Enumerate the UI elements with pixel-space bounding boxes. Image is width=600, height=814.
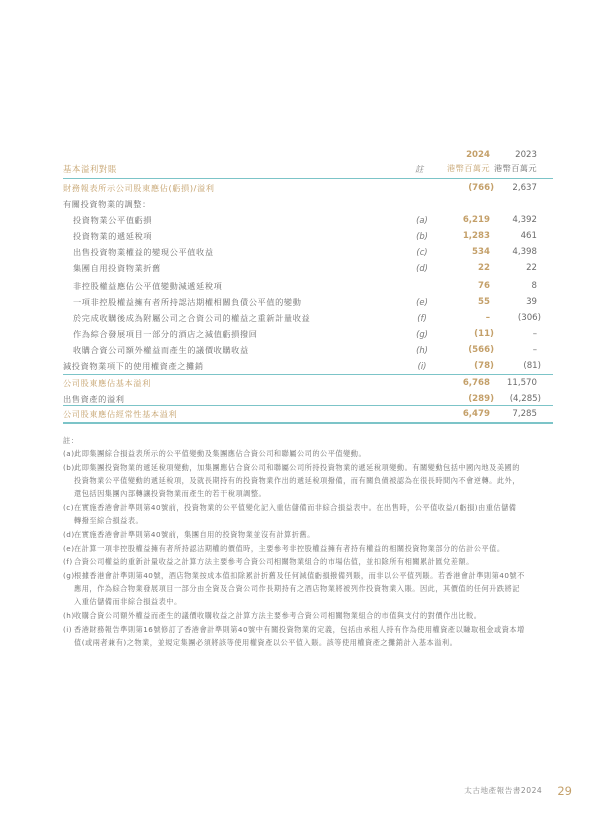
value-2023: 8 <box>531 281 537 291</box>
value-2023: 11,570 <box>506 378 537 388</box>
footnote-text: 投資物業公平值變動的遞延稅項，及就長期持有的投資物業作出的遞延稅項撥備，而有關負債被認為在很長時間內不會逆轉。此外， <box>74 476 520 486</box>
value-2023: – <box>532 329 537 339</box>
footnote-text: 合資公司權益的重新計量收益之計算方法主要參考合資公司相關物業組合的市場估值，並扣除所有相關累計匯兌差額。 <box>74 557 474 567</box>
page-number: 29 <box>557 783 572 798</box>
row-label: 集團自用投資物業折舊 <box>73 263 161 273</box>
row-note: (a) <box>416 215 428 225</box>
footnote-marker: (f) <box>63 557 73 567</box>
row-label: 出售投資物業權益的變現公平值收益 <box>73 247 214 257</box>
footnote-h <box>63 609 553 622</box>
value-2023: 7,285 <box>512 409 537 419</box>
table-row <box>63 326 553 343</box>
footnote-text: 應用，作為綜合物業發展項目一部分由全資及合資公司作長期持有之酒店物業將被列作投資物業入賬。因此，其價值的任何升跌將記 <box>74 584 520 594</box>
report-name: 太古地產報告書2024 <box>464 786 543 795</box>
footnote-marker: (i) <box>63 624 73 634</box>
value-2023: 39 <box>526 297 537 307</box>
footnote-f <box>63 555 553 568</box>
value-2023: (81) <box>523 361 541 371</box>
footnote-g <box>63 569 553 609</box>
footnote-marker: (e) <box>63 543 75 553</box>
footnote-marker: (a) <box>63 449 75 459</box>
table-row <box>63 278 553 295</box>
table-header <box>63 147 553 177</box>
row-note: (c) <box>416 247 428 257</box>
row-label: 投資物業的遞延稅項 <box>73 231 153 241</box>
row-label: 收購合資公司額外權益而產生的議價收購收益 <box>73 345 249 355</box>
footnote-text: 在實施香港會計準則第40號前，投資物業的公平值變化記入重估儲備而非綜合損益表中。在出售時，公平值收益/(虧損)由重估儲備 <box>74 503 517 513</box>
footnote-i <box>63 623 553 649</box>
table-row <box>63 358 553 375</box>
value-2023: (306) <box>517 313 541 323</box>
total-rule <box>63 422 553 424</box>
footnotes <box>63 434 553 650</box>
value-2024: (766) <box>468 183 494 193</box>
value-2023: 2,637 <box>512 183 537 193</box>
footnote-e <box>63 542 553 555</box>
value-2024: 1,283 <box>462 231 490 241</box>
row-label: 有關投資物業的調整： <box>63 199 151 209</box>
page-footer <box>464 780 572 796</box>
table-row <box>63 180 553 197</box>
table-row <box>63 196 553 213</box>
footnote-text: 在計算一項非控股權益擁有者所持認沽期權的價值時，主要參考非控股權益擁有者持有權益的相關投資物業部分的估計公平值。 <box>74 543 505 553</box>
value-2024: (11) <box>474 329 494 339</box>
value-2024: 6,768 <box>462 378 490 388</box>
header-rule <box>63 178 553 179</box>
footnote-text: 此即集團綜合損益表所示的公平值變動及集團應佔合資公司和聯屬公司的公平值變動。 <box>74 449 367 459</box>
value-2023: (4,285) <box>509 394 541 404</box>
footnote-text: 值(或兩者兼有)之物業，並規定集團必須將該等使用權資產以公平值入賬。該等使用權資產之攤銷計入基本溢利。 <box>74 638 458 648</box>
table-row <box>63 244 553 261</box>
footnote-text: 此即集團投資物業的遞延稅項變動，加集團應佔合資公司和聯屬公司所持投資物業的遞延稅項變動。有關變動包括中國內地及美國的 <box>74 462 520 472</box>
table-row <box>63 342 553 359</box>
row-label: 公司股東應佔經常性基本溢利 <box>63 409 178 419</box>
row-note: (i) <box>417 361 427 371</box>
table-row <box>63 375 553 392</box>
row-label: 投資物業公平值虧損 <box>73 215 153 225</box>
footnote-text: 轉撥至綜合損益表。 <box>74 516 144 526</box>
row-note: (g) <box>416 329 428 339</box>
row-note: (h) <box>416 345 428 355</box>
row-label: 財務報表所示公司股東應佔(虧損)/溢利 <box>63 183 215 193</box>
footnote-marker: (h) <box>63 611 75 621</box>
footnote-b <box>63 461 553 501</box>
table-row <box>63 294 553 311</box>
row-note: (d) <box>416 263 428 273</box>
footnote-marker: (b) <box>63 462 75 472</box>
row-label: 公司股東應佔基本溢利 <box>63 378 151 388</box>
value-2024: 6,219 <box>462 215 490 225</box>
value-2024: (78) <box>474 361 494 371</box>
value-2024: 22 <box>478 263 490 273</box>
footnotes-title: 註： <box>63 436 79 445</box>
footnote-text: 香港財務報告準則第16號修訂了香港會計準則第40號中有關投資物業的定義，包括由承租人持有作為使用權資產以賺取租金或資本增 <box>74 624 525 634</box>
footnote-marker: (c) <box>63 503 75 513</box>
row-note: (b) <box>416 231 428 241</box>
footnote-text: 入重估儲備而非綜合損益表中。 <box>74 597 182 607</box>
row-label: 出售資產的溢利 <box>63 394 125 404</box>
footnote-text: 在實施香港會計準則第40號前，集團自用的投資物業並沒有計算折舊。 <box>74 529 315 539</box>
table-row <box>63 260 553 277</box>
footnote-text: 還包括因集團內部轉讓投資物業而產生的若干稅項調整。 <box>74 489 267 499</box>
value-2024: 6,479 <box>462 409 490 419</box>
footnote-c <box>63 501 553 527</box>
table-row <box>63 406 553 423</box>
value-2024: 55 <box>478 297 490 307</box>
unit-2023-header: 港幣百萬元 <box>494 163 537 173</box>
row-label: 非控股權益應佔公平值變動減遞延稅項 <box>73 281 223 291</box>
value-2024: – <box>485 313 490 323</box>
row-label: 一項非控股權益擁有者所持認沽期權相關負債公平值的變動 <box>73 297 302 307</box>
value-2023: 22 <box>526 263 537 273</box>
value-2023: 4,398 <box>512 247 537 257</box>
table-title: 基本溢利對賬 <box>63 164 117 174</box>
value-2024: (566) <box>468 345 494 355</box>
row-label: 作為綜合發展項目一部分的酒店之減值虧損撥回 <box>73 329 258 339</box>
note-column-header: 註 <box>415 164 424 174</box>
year-2023-header: 2023 <box>515 150 537 160</box>
value-2024: 534 <box>472 247 490 257</box>
row-note: (f) <box>417 313 427 323</box>
value-2023: – <box>532 345 537 355</box>
row-note: (e) <box>416 297 428 307</box>
value-2024: (289) <box>468 394 494 404</box>
table-row <box>63 228 553 245</box>
row-label: 於完成收購後成為附屬公司之合資公司的權益之重新計量收益 <box>73 313 311 323</box>
footnote-text: 根據香港會計準則第40號，酒店物業按成本值扣除累計折舊及任何減值虧損撥備列賬，而非以公平值列賬。若香港會計準則第40號不 <box>74 571 525 581</box>
footnote-marker: (d) <box>63 529 75 539</box>
value-2023: 4,392 <box>512 215 537 225</box>
value-2024: 76 <box>478 281 490 291</box>
year-2024-header: 2024 <box>466 150 490 160</box>
table-row <box>63 310 553 327</box>
footnote-a <box>63 447 553 460</box>
row-label: 減投資物業項下的使用權資產之攤銷 <box>63 361 204 371</box>
footnote-marker: (g) <box>63 571 75 581</box>
unit-2024-header: 港幣百萬元 <box>447 163 490 173</box>
value-2023: 461 <box>520 231 537 241</box>
table-row <box>63 212 553 229</box>
footnote-d <box>63 528 553 541</box>
footnote-text: 收購合資公司額外權益而產生的議價收購收益之計算方法主要參考合資公司相關物業組合的市值與支付的對價作出比較。 <box>74 611 482 621</box>
